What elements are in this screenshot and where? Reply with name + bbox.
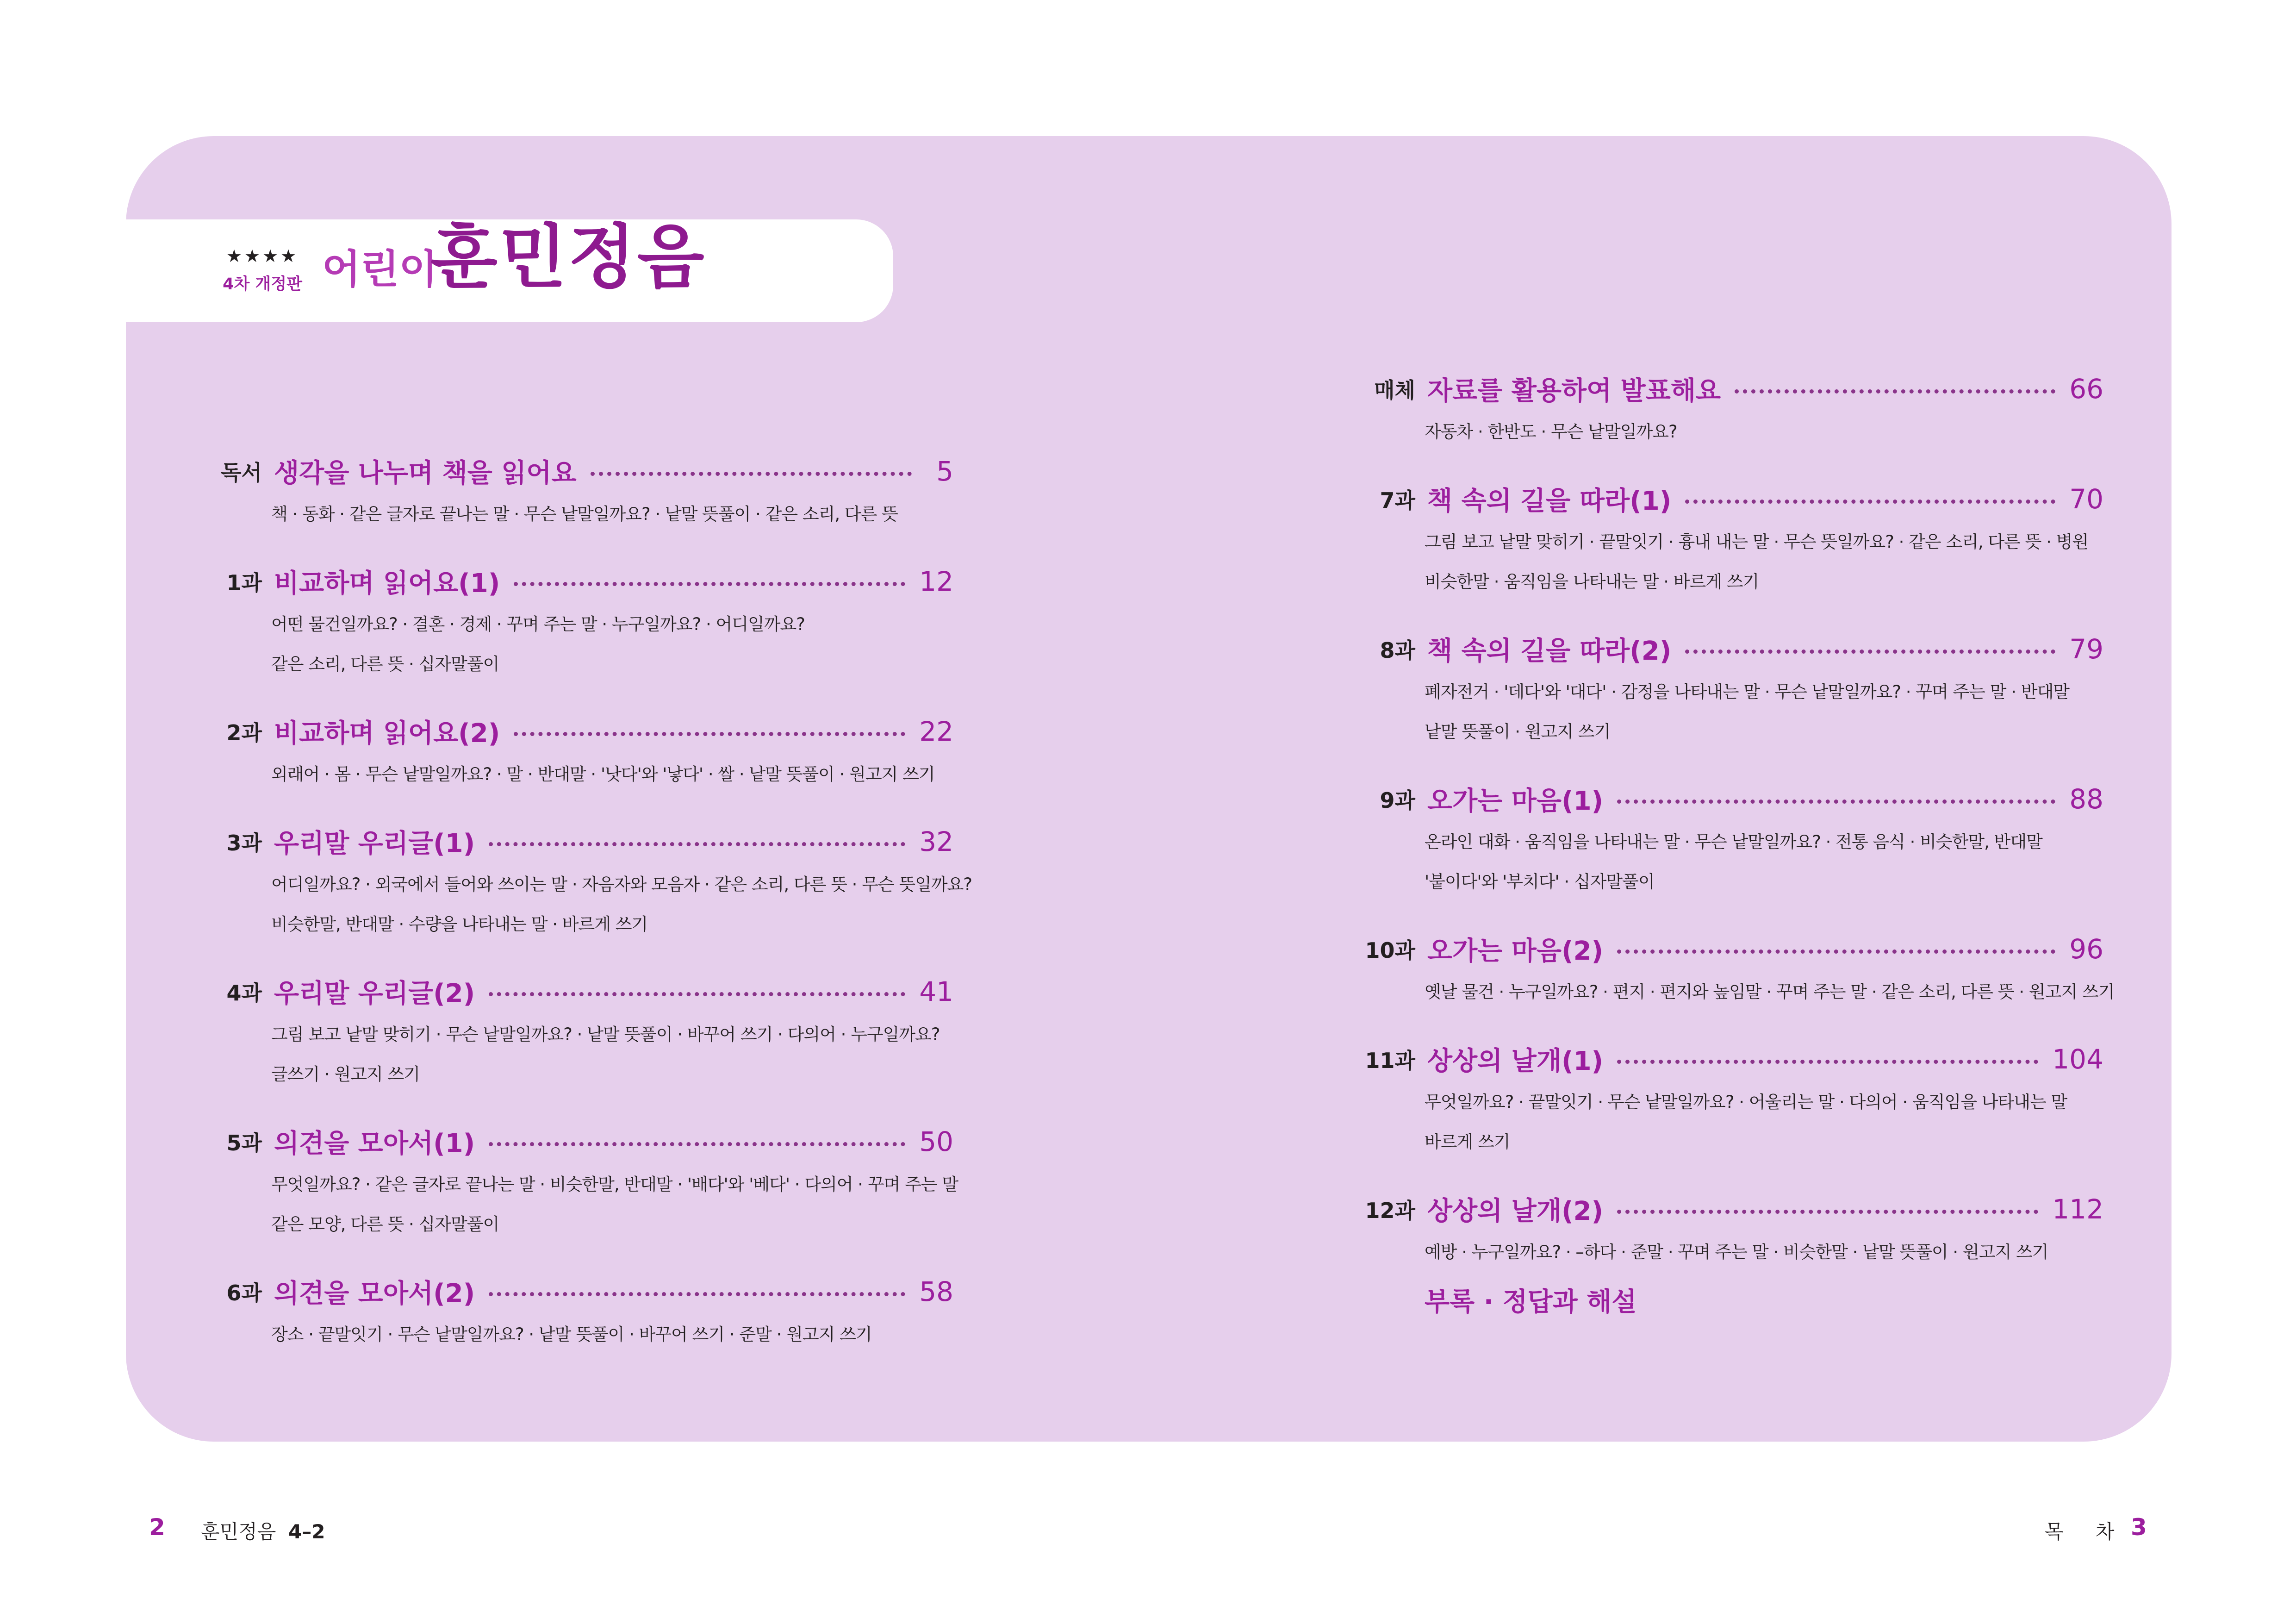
toc-entry-heading: [1342, 476, 2103, 522]
lesson-topics: 어디일까요? · 외국에서 들어와 쓰이는 말 · 자음자와 모음자 · 같은 소리, 다른 뜻 · 무슨 뜻일까요?: [271, 874, 972, 894]
lesson-number: 9과: [1380, 788, 1415, 813]
lesson-number: 3과: [226, 831, 262, 856]
brand-title: 훈민정음: [430, 217, 706, 298]
lesson-topics: 낱말 뜻풀이 · 원고지 쓰기: [1425, 722, 1611, 742]
toc-entry-heading: [1342, 1186, 2103, 1232]
page-number: 22: [919, 716, 953, 747]
toc-entry[interactable]: [1342, 926, 2115, 1012]
lesson-topics: 외래어 · 몸 · 무슨 낱말일까요? · 말 · 반대말 · '낫다'와 '낳다' · 쌀 · 낱말 뜻풀이 · 원고지 쓰기: [271, 764, 935, 784]
appendix-link[interactable]: 부록 · 정답과 해설: [1425, 1287, 1637, 1317]
toc-entry[interactable]: [1342, 1036, 2103, 1162]
footer-section-label: 목 차: [2045, 1520, 2128, 1543]
toc-entry-heading: [204, 448, 953, 494]
toc-entry[interactable]: [204, 968, 953, 1094]
lesson-number: 5과: [226, 1131, 262, 1156]
page-number: 66: [2069, 373, 2103, 405]
dot-leader: [489, 992, 905, 996]
toc-entry-heading: [204, 818, 953, 865]
toc-entry[interactable]: [204, 708, 953, 794]
lesson-title: 상상의 날개(1): [1427, 1046, 1604, 1076]
page-number: 50: [919, 1126, 953, 1157]
dot-leader: [1617, 949, 2055, 954]
lesson-topics: 폐자전거 · '데다'와 '대다' · 감정을 나타내는 말 · 무슨 낱말일까요? · 꾸며 주는 말 · 반대말: [1425, 682, 2070, 702]
lesson-topics: 자동차 · 한반도 · 무슨 낱말일까요?: [1425, 422, 1677, 442]
lesson-topics: 무엇일까요? · 끝말잇기 · 무슨 낱말일까요? · 어울리는 말 · 다의어 · 움직임을 나타내는 말: [1425, 1092, 2067, 1112]
lesson-topics: 온라인 대화 · 움직임을 나타내는 말 · 무슨 낱말일까요? · 전통 음식 · 비슷한말, 반대말: [1425, 832, 2042, 852]
toc-entry-heading: [1342, 926, 2103, 972]
footer-book-name: 훈민정음: [201, 1520, 276, 1543]
lesson-topics: 글쓰기 · 원고지 쓰기: [271, 1064, 420, 1084]
lesson-topics: 예방 · 누구일까요? · –하다 · 준말 · 꾸며 주는 말 · 비슷한말 · 낱말 뜻풀이 · 원고지 쓰기: [1425, 1242, 2048, 1262]
page-number-left: 2: [149, 1514, 165, 1541]
lesson-title: 비교하며 읽어요(2): [274, 718, 500, 749]
lesson-number: 6과: [226, 1280, 262, 1305]
toc-entry-heading: [1342, 776, 2103, 822]
lesson-topics: 무엇일까요? · 같은 글자로 끝나는 말 · 비슷한말, 반대말 · '배다'와 '베다' · 다의어 · 꾸며 주는 말: [271, 1174, 958, 1194]
toc-entry-heading: [204, 708, 953, 755]
lesson-number: 11과: [1365, 1048, 1415, 1073]
lesson-title: 오가는 마음(2): [1427, 936, 1604, 966]
toc-entry[interactable]: [1342, 776, 2103, 902]
lesson-number: 10과: [1365, 938, 1415, 963]
lesson-title: 비교하며 읽어요(1): [274, 568, 500, 599]
lesson-topics: 장소 · 끝말잇기 · 무슨 낱말일까요? · 낱말 뜻풀이 · 바꾸어 쓰기 · 준말 · 원고지 쓰기: [271, 1324, 872, 1344]
page-number: 12: [919, 566, 953, 597]
toc-entry[interactable]: [204, 1118, 958, 1244]
dot-leader: [1617, 800, 2055, 804]
page-number: 58: [919, 1276, 953, 1307]
dot-leader: [591, 472, 912, 476]
dot-leader: [1685, 650, 2055, 654]
footer-grade: 4–2: [288, 1520, 325, 1543]
page-number-right: 3: [2131, 1514, 2147, 1541]
brand-prefix: 어린이: [322, 246, 438, 293]
dot-leader: [1735, 389, 2055, 394]
dot-leader: [514, 732, 905, 736]
page-number: 70: [2069, 483, 2103, 515]
lesson-number: 8과: [1380, 638, 1415, 663]
lesson-title: 의견을 모아서(1): [274, 1129, 475, 1159]
lesson-topics: 그림 보고 낱말 맞히기 · 무슨 낱말일까요? · 낱말 뜻풀이 · 바꾸어 쓰기 · 다의어 · 누구일까요?: [271, 1024, 940, 1044]
toc-left-column: [204, 448, 972, 1355]
lesson-topics: 어떤 물건일까요? · 결혼 · 경제 · 꾸며 주는 말 · 누구일까요? · 어디일까요?: [271, 614, 805, 634]
lesson-number: 매체: [1374, 378, 1415, 403]
lesson-topics: 같은 모양, 다른 뜻 · 십자말풀이: [271, 1214, 499, 1234]
toc-entry[interactable]: [204, 558, 953, 684]
dot-leader: [514, 582, 905, 586]
page-number: 5: [936, 456, 953, 487]
toc-entry-heading: [204, 1118, 953, 1165]
lesson-topics: 옛날 물건 · 누구일까요? · 편지 · 편지와 높임말 · 꾸며 주는 말 · 같은 소리, 다른 뜻 · 원고지 쓰기: [1425, 982, 2115, 1002]
lesson-title: 책 속의 길을 따라(1): [1427, 486, 1672, 516]
toc-entry[interactable]: [204, 818, 972, 944]
page-number: 112: [2052, 1193, 2103, 1225]
lesson-number: 독서: [221, 460, 262, 485]
lesson-title: 오가는 마음(1): [1427, 786, 1604, 816]
lesson-number: 2과: [226, 720, 262, 745]
toc-entry[interactable]: [1342, 626, 2103, 752]
lesson-topics: 바르게 쓰기: [1425, 1132, 1510, 1152]
lesson-title: 의견을 모아서(2): [274, 1279, 475, 1309]
dot-leader: [1685, 500, 2055, 504]
toc-entry-heading: [1342, 366, 2103, 412]
toc-right-column: [1342, 366, 2115, 1318]
lesson-number: 7과: [1380, 488, 1415, 513]
lesson-number: 4과: [226, 981, 262, 1006]
page-number: 32: [919, 826, 953, 857]
toc-entry-heading: [204, 968, 953, 1015]
page-number: 41: [919, 976, 953, 1007]
toc-entry[interactable]: [204, 448, 953, 534]
toc-entry-heading: [1342, 626, 2103, 672]
toc-entry[interactable]: [1342, 476, 2103, 602]
toc-entry[interactable]: [204, 1268, 953, 1355]
toc-entry-heading: [204, 558, 953, 605]
lesson-topics: 비슷한말 · 움직임을 나타내는 말 · 바르게 쓰기: [1425, 572, 1759, 592]
page-number: 96: [2069, 933, 2103, 965]
edition-label: 4차 개정판: [223, 275, 302, 294]
lesson-title: 상상의 날개(2): [1427, 1196, 1604, 1226]
lesson-title: 우리말 우리글(1): [274, 829, 475, 859]
lesson-title: 책 속의 길을 따라(2): [1427, 636, 1672, 666]
lesson-topics: 그림 보고 낱말 맞히기 · 끝말잇기 · 흉내 내는 말 · 무슨 뜻일까요? · 같은 소리, 다른 뜻 · 병원: [1425, 532, 2089, 552]
lesson-number: 1과: [226, 570, 262, 595]
footer-book-title: [201, 1517, 325, 1544]
lesson-number: 12과: [1365, 1198, 1415, 1223]
dot-leader: [489, 1292, 905, 1296]
lesson-topics: 비슷한말, 반대말 · 수량을 나타내는 말 · 바르게 쓰기: [271, 914, 648, 934]
toc-entry[interactable]: [1342, 1186, 2103, 1272]
page-number: 104: [2052, 1043, 2103, 1075]
lesson-topics: 같은 소리, 다른 뜻 · 십자말풀이: [271, 654, 499, 674]
toc-entry[interactable]: [1342, 366, 2103, 452]
dot-leader: [489, 842, 905, 846]
lesson-title: 자료를 활용하여 발표해요: [1427, 376, 1721, 406]
dot-leader: [1617, 1210, 2038, 1214]
rating-stars: ★★★★: [226, 246, 299, 266]
dot-leader: [1617, 1060, 2038, 1064]
page-number: 79: [2069, 633, 2103, 665]
lesson-topics: 책 · 동화 · 같은 글자로 끝나는 말 · 무슨 낱말일까요? · 낱말 뜻풀이 · 같은 소리, 다른 뜻: [271, 504, 898, 524]
dot-leader: [489, 1142, 905, 1146]
page-number: 88: [2069, 783, 2103, 815]
toc-entry-heading: [204, 1268, 953, 1315]
lesson-title: 생각을 나누며 책을 읽어요: [274, 458, 577, 488]
lesson-title: 우리말 우리글(2): [274, 979, 475, 1009]
toc-entry-heading: [1342, 1036, 2103, 1082]
lesson-topics: '붙이다'와 '부치다' · 십자말풀이: [1425, 872, 1655, 892]
